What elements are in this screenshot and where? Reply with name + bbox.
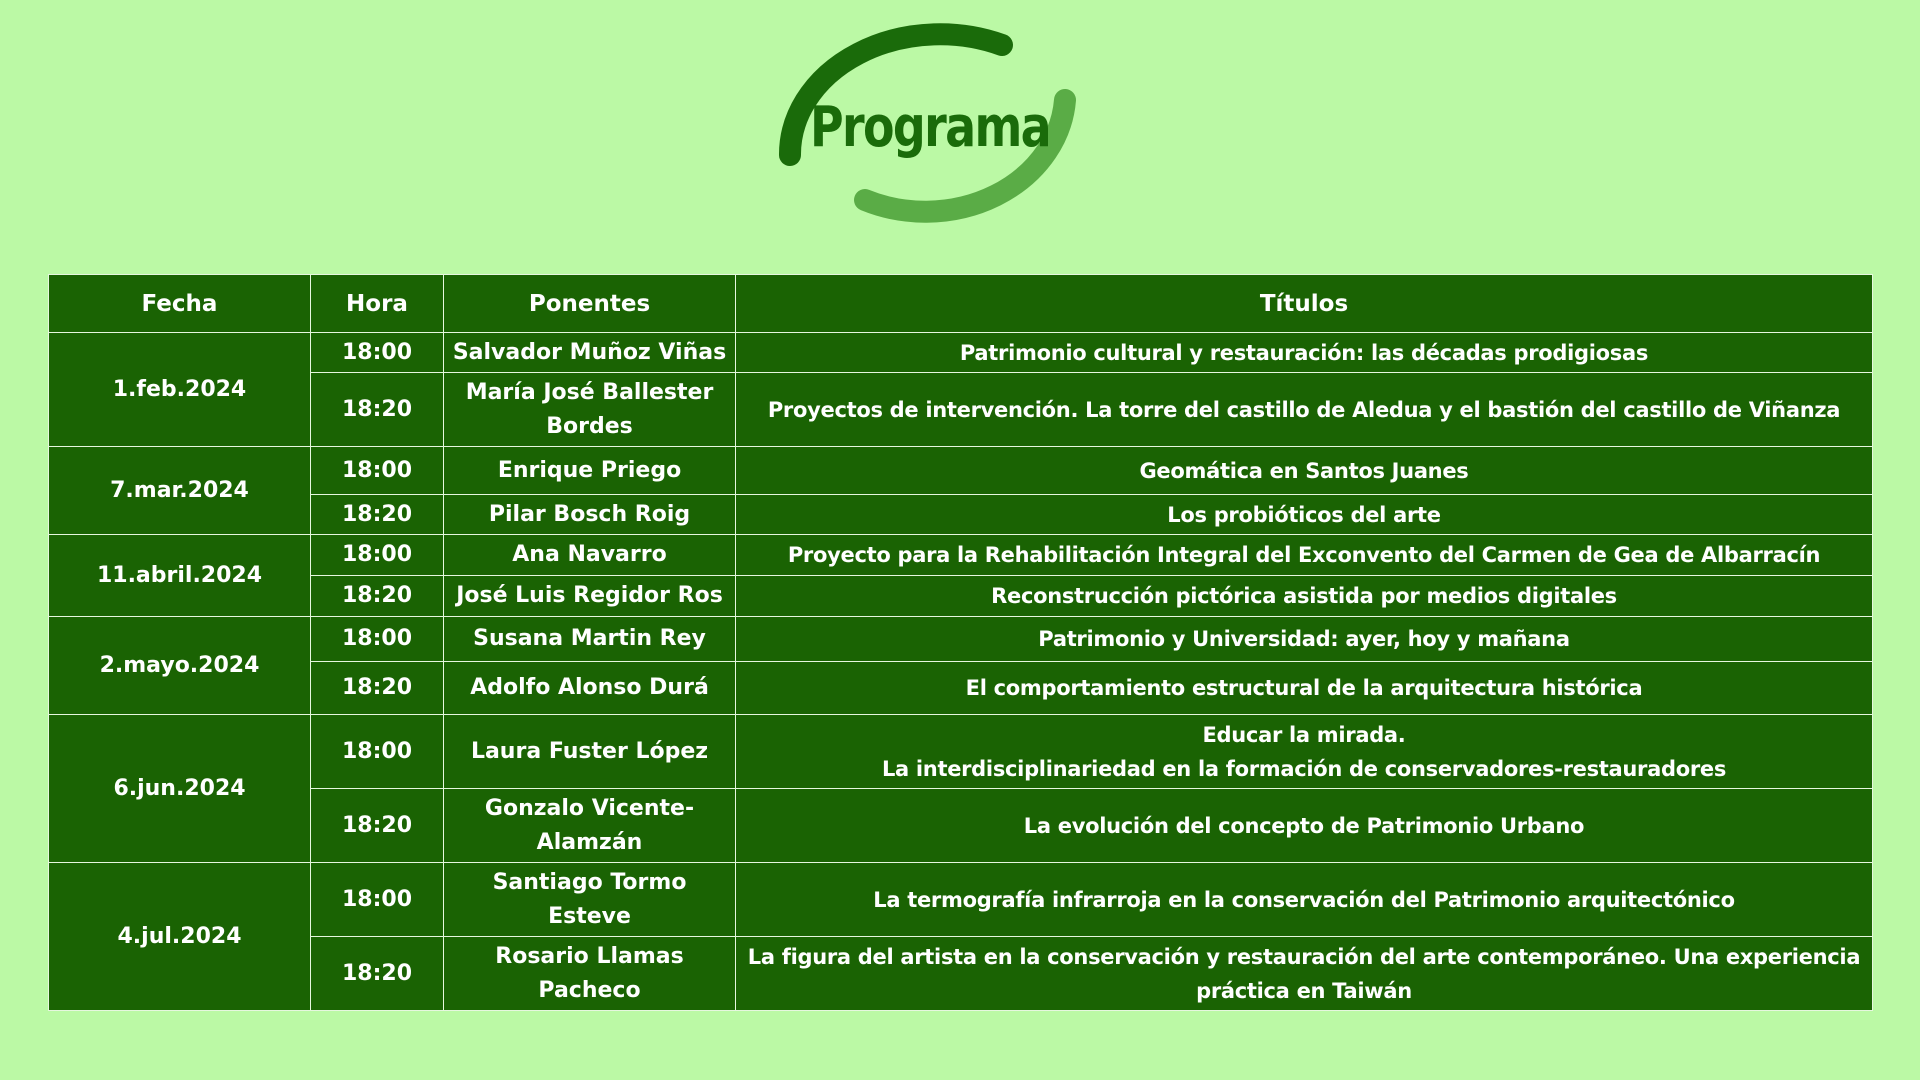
table-row xyxy=(49,535,1873,576)
talk-speaker: Salvador Muñoz Viñas xyxy=(444,333,736,373)
talk-title: La figura del artista en la conservación y restauración del arte contemporáneo. Una experiencia práctica en Taiwán xyxy=(736,937,1873,1011)
talk-title: El comportamiento estructural de la arquitectura histórica xyxy=(736,662,1873,715)
session-date: 4.jul.2024 xyxy=(49,863,311,1011)
column-header-fecha: Fecha xyxy=(49,275,311,333)
talk-speaker: Rosario Llamas Pacheco xyxy=(444,937,736,1011)
table-row xyxy=(49,333,1873,373)
table-header-row xyxy=(49,275,1873,333)
talk-title-line2: La interdisciplinariedad en la formación de conservadores-restauradores xyxy=(881,756,1727,781)
talk-title: Proyecto para la Rehabilitación Integral del Exconvento del Carmen de Gea de Albarracín xyxy=(736,535,1873,576)
table-row xyxy=(49,576,1873,617)
column-header-hora: Hora xyxy=(311,275,444,333)
talk-speaker: Laura Fuster López xyxy=(444,715,736,789)
table-row xyxy=(49,715,1873,789)
page-title: Programa xyxy=(809,95,1051,160)
programa-logo xyxy=(770,20,1090,235)
talk-speaker: Santiago Tormo Esteve xyxy=(444,863,736,937)
column-header-titulos: Títulos xyxy=(736,275,1873,333)
talk-time: 18:20 xyxy=(311,662,444,715)
session-date: 1.feb.2024 xyxy=(49,333,311,447)
talk-time: 18:00 xyxy=(311,863,444,937)
talk-speaker: José Luis Regidor Ros xyxy=(444,576,736,617)
table-row xyxy=(49,373,1873,447)
program-table xyxy=(48,274,1873,1011)
talk-time: 18:00 xyxy=(311,333,444,373)
talk-title: Reconstrucción pictórica asistida por medios digitales xyxy=(736,576,1873,617)
talk-time: 18:00 xyxy=(311,715,444,789)
talk-title: Los probióticos del arte xyxy=(736,495,1873,535)
table-row xyxy=(49,662,1873,715)
talk-time: 18:00 xyxy=(311,447,444,495)
session-date: 6.jun.2024 xyxy=(49,715,311,863)
talk-title: Proyectos de intervención. La torre del castillo de Aledua y el bastión del castillo de Viñanza xyxy=(736,373,1873,447)
table-row xyxy=(49,789,1873,863)
talk-time: 18:20 xyxy=(311,495,444,535)
talk-time: 18:20 xyxy=(311,576,444,617)
talk-speaker: María José Ballester Bordes xyxy=(444,373,736,447)
talk-speaker: Gonzalo Vicente-Alamzán xyxy=(444,789,736,863)
talk-speaker: Ana Navarro xyxy=(444,535,736,576)
talk-time: 18:20 xyxy=(311,937,444,1011)
session-date: 11.abril.2024 xyxy=(49,535,311,617)
talk-title: Patrimonio y Universidad: ayer, hoy y mañana xyxy=(736,617,1873,662)
talk-title: La termografía infrarroja en la conservación del Patrimonio arquitectónico xyxy=(736,863,1873,937)
talk-title-cell xyxy=(736,715,1873,789)
talk-title: Educar la mirada. xyxy=(1202,722,1406,747)
talk-speaker: Enrique Priego xyxy=(444,447,736,495)
talk-speaker: Adolfo Alonso Durá xyxy=(444,662,736,715)
talk-title: La evolución del concepto de Patrimonio Urbano xyxy=(736,789,1873,863)
talk-time: 18:00 xyxy=(311,535,444,576)
talk-time: 18:20 xyxy=(311,789,444,863)
table-row xyxy=(49,937,1873,1011)
talk-speaker: Susana Martin Rey xyxy=(444,617,736,662)
session-date: 2.mayo.2024 xyxy=(49,617,311,715)
talk-title: Patrimonio cultural y restauración: las décadas prodigiosas xyxy=(736,333,1873,373)
table-row xyxy=(49,617,1873,662)
table-row xyxy=(49,495,1873,535)
talk-time: 18:00 xyxy=(311,617,444,662)
table-row xyxy=(49,863,1873,937)
talk-speaker: Pilar Bosch Roig xyxy=(444,495,736,535)
session-date: 7.mar.2024 xyxy=(49,447,311,535)
talk-title: Geomática en Santos Juanes xyxy=(736,447,1873,495)
table-row xyxy=(49,447,1873,495)
talk-time: 18:20 xyxy=(311,373,444,447)
column-header-ponentes: Ponentes xyxy=(444,275,736,333)
